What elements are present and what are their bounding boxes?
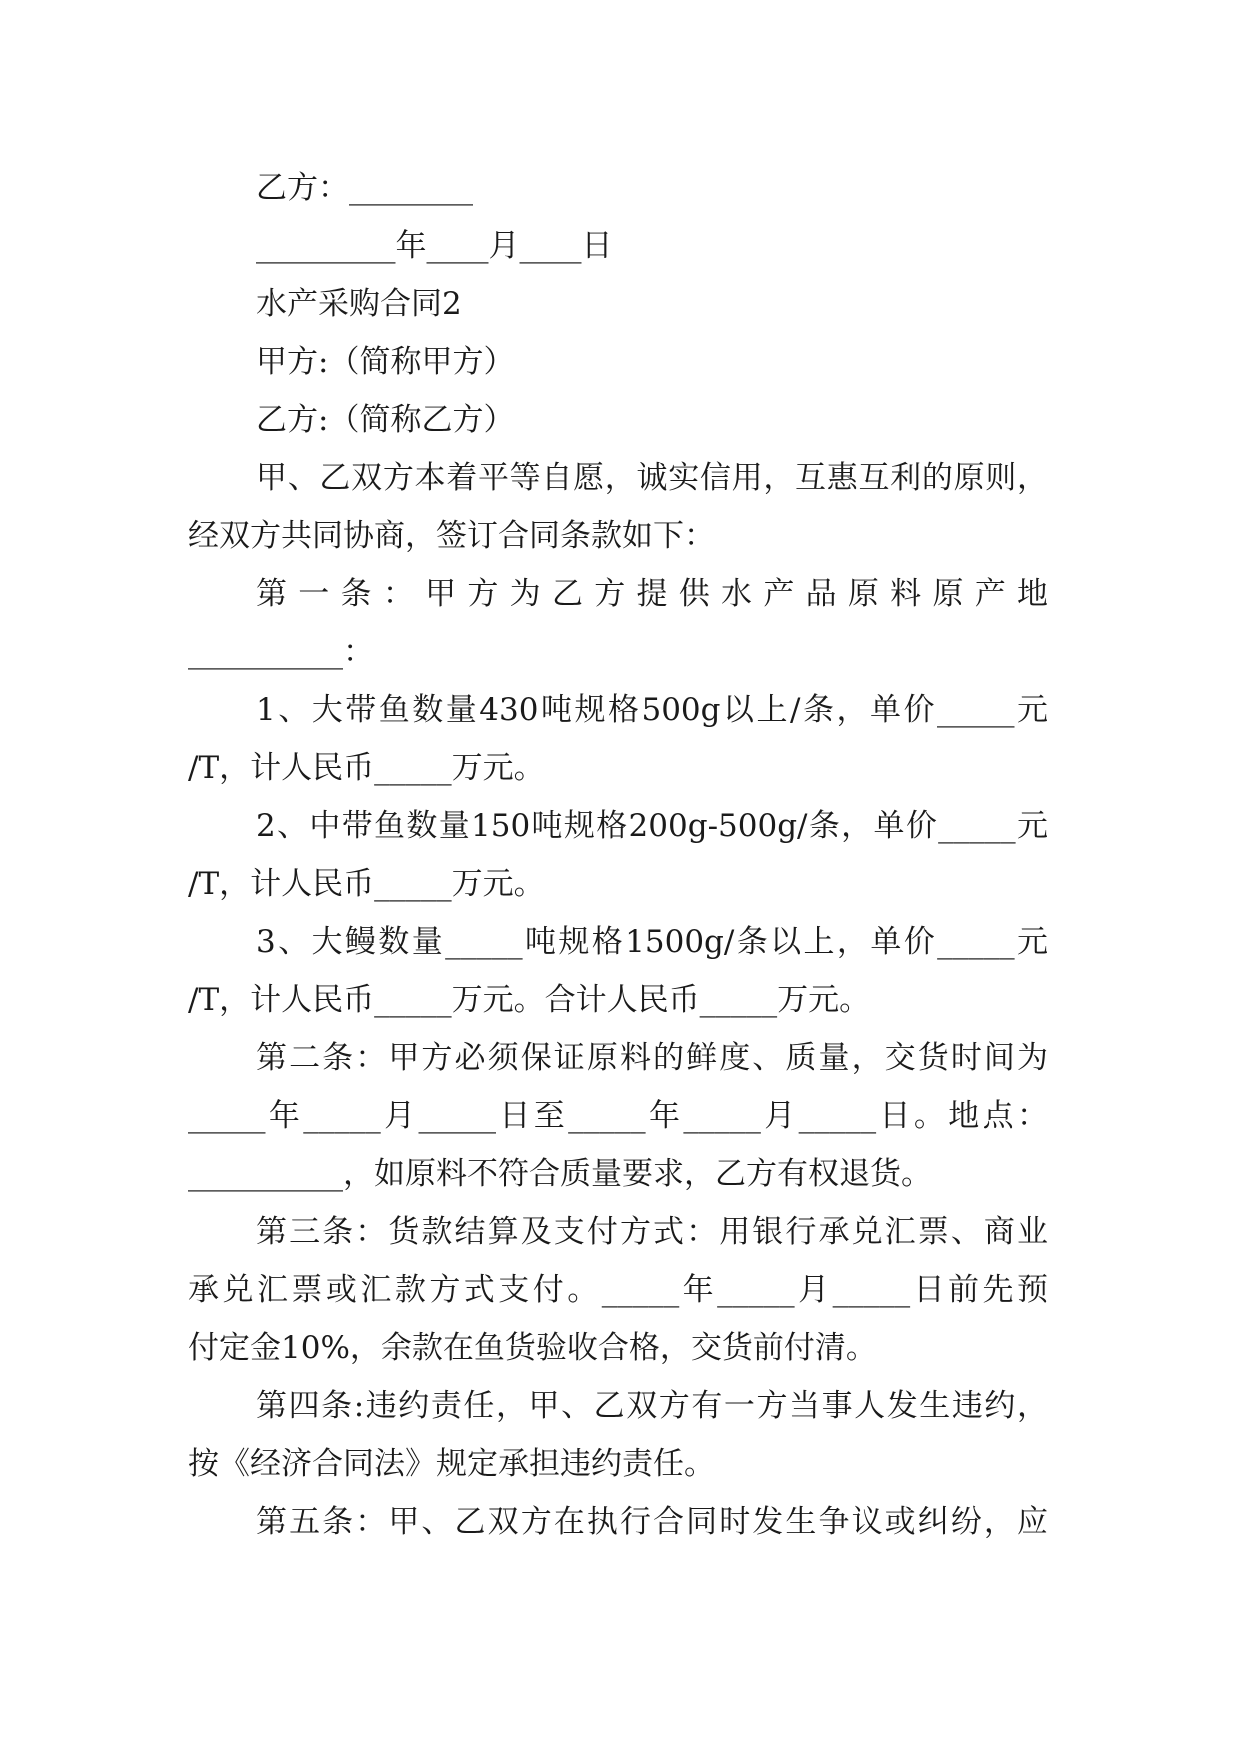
preamble-line-1: 甲、乙双方本着平等自愿，诚实信用，互惠互利的原则， (256, 460, 1048, 496)
date-line: _________年____月____日 (256, 228, 613, 264)
article-2-line-2: _____年_____月_____日至_____年_____月_____日。地点： (188, 1098, 1048, 1134)
article-1-line-1: 第一条：甲方为乙方提供水产品原料原产地 (256, 576, 1048, 612)
item-2-line-1: 2、中带鱼数量150吨规格200g-500g/条，单价_____元 (256, 808, 1048, 844)
preamble-line-2: 经双方共同协商，签订合同条款如下： (188, 518, 715, 554)
party-b-line: 乙方:（简称乙方） (256, 402, 515, 438)
item-1-line-2: /T，计人民币_____万元。 (188, 750, 545, 786)
article-5-line-1: 第五条：甲、乙双方在执行合同时发生争议或纠纷，应 (256, 1504, 1048, 1540)
article-3-line-2: 承兑汇票或汇款方式支付。_____年_____月_____日前先预 (188, 1272, 1048, 1308)
article-1-line-2: __________： (188, 634, 374, 670)
contract-title: 水产采购合同2 (256, 286, 462, 322)
article-2-line-1: 第二条：甲方必须保证原料的鲜度、质量，交货时间为 (256, 1040, 1048, 1076)
item-1-line-1: 1、大带鱼数量430吨规格500g以上/条，单价_____元 (256, 692, 1048, 728)
article-2-line-3: __________，如原料不符合质量要求，乙方有权退货。 (188, 1156, 932, 1192)
party-b-signature-line: 乙方：________ (256, 170, 473, 206)
article-4-line-1: 第四条:违约责任，甲、乙双方有一方当事人发生违约， (256, 1388, 1048, 1424)
item-3-line-1: 3、大鳗数量_____吨规格1500g/条以上，单价_____元 (256, 924, 1048, 960)
article-4-line-2: 按《经济合同法》规定承担违约责任。 (188, 1446, 715, 1482)
article-3-line-3: 付定金10%，余款在鱼货验收合格，交货前付清。 (188, 1330, 877, 1366)
item-2-line-2: /T，计人民币_____万元。 (188, 866, 545, 902)
article-3-line-1: 第三条：货款结算及支付方式：用银行承兑汇票、商业 (256, 1214, 1048, 1250)
item-3-line-2: /T，计人民币_____万元。合计人民币_____万元。 (188, 982, 871, 1018)
party-a-line: 甲方:（简称甲方） (256, 344, 515, 380)
